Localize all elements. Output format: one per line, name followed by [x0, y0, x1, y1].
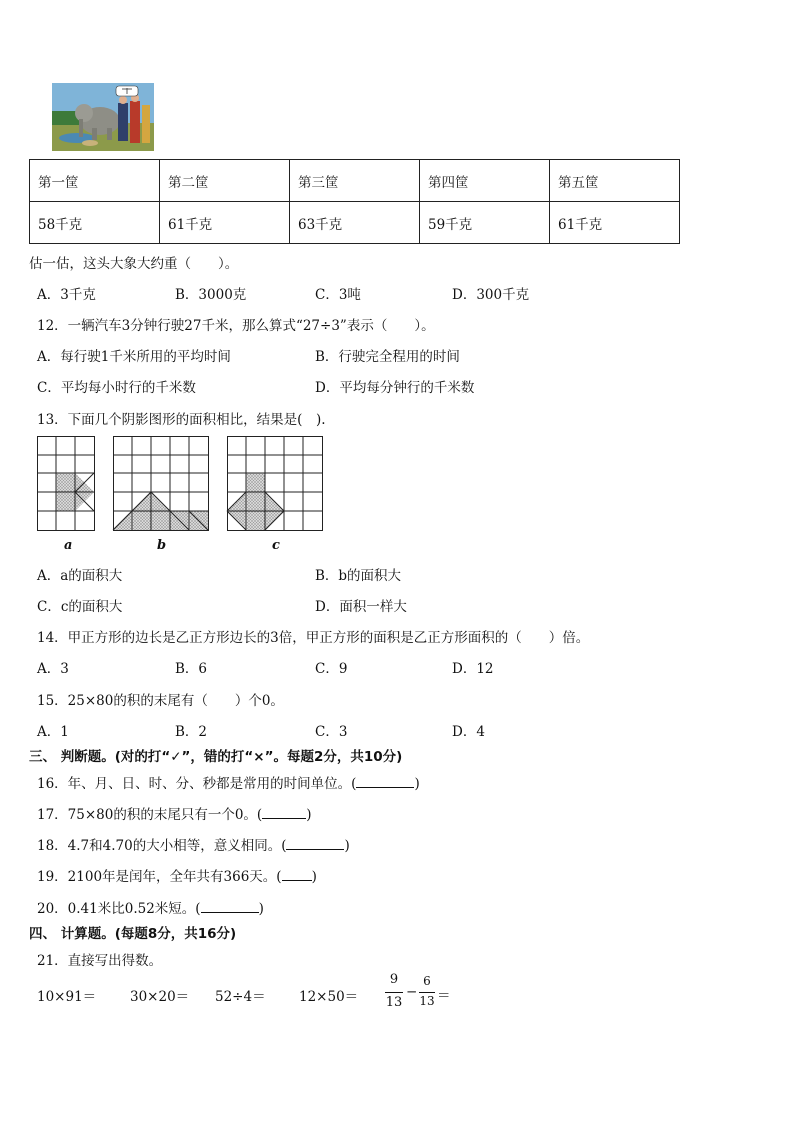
table-cell: 第一筐: [30, 160, 160, 202]
q12-option-d[interactable]: D．平均每分钟行的千米数: [315, 380, 475, 396]
q13-option-c[interactable]: C．c的面积大: [37, 599, 123, 615]
q18: [37, 834, 350, 854]
elephant-illustration: [52, 83, 154, 151]
table-row: [30, 202, 680, 244]
basket-weight-table: [29, 159, 680, 244]
figure-label-c: c: [272, 538, 280, 553]
answer-blank[interactable]: [356, 775, 414, 788]
table-cell: 第四筐: [420, 160, 550, 202]
table-cell: 59千克: [420, 202, 550, 244]
close-paren: ): [414, 776, 420, 792]
table-cell: 第二筐: [160, 160, 290, 202]
q21-stem: 21．直接写出得数。: [37, 953, 163, 969]
q18-text: 18．4.7和4.70的大小相等，意义相同。(: [37, 838, 287, 854]
table-cell: 61千克: [160, 202, 290, 244]
table-cell: 58千克: [30, 202, 160, 244]
fraction-2-numerator: 6: [423, 974, 431, 988]
fraction-2-denominator: 13: [419, 994, 435, 1008]
q15-option-a[interactable]: A．1: [37, 724, 69, 740]
q20: [37, 897, 264, 917]
q14-option-d[interactable]: D．12: [452, 661, 494, 677]
fraction-1-numerator: 9: [389, 972, 399, 987]
q15-option-d[interactable]: D．4: [452, 724, 485, 740]
q12-stem: 12．一辆汽车3分钟行驶27千米，那么算式“27÷3”表示（ ）。: [37, 318, 435, 334]
fraction-bar: [419, 992, 435, 993]
answer-blank[interactable]: [262, 806, 306, 819]
q16: [37, 772, 420, 792]
q17: [37, 803, 311, 823]
q12-option-a[interactable]: A．每行驶1千米所用的平均时间: [37, 349, 231, 365]
q16-text: 16．年、月、日、时、分、秒都是常用的时间单位。(: [37, 776, 357, 792]
q15-stem: 15．25×80的积的末尾有（ ）个0。: [37, 693, 284, 709]
q14-option-c[interactable]: C．9: [315, 661, 348, 677]
table-cell: 61千克: [550, 202, 680, 244]
q20-text: 20．0.41米比0.52米短。(: [37, 901, 201, 917]
q11-option-a[interactable]: A．3千克: [37, 287, 96, 303]
grid-a: [37, 436, 95, 531]
table-cell: 第五筐: [550, 160, 680, 202]
grid-c: [227, 436, 323, 531]
calc-item-3: 52÷4＝: [215, 989, 266, 1005]
minus-sign: −: [406, 984, 418, 1000]
q13-stem: 13．下面几个阴影图形的面积相比，结果是( ).: [37, 412, 326, 428]
answer-blank[interactable]: [201, 900, 259, 913]
figure-label-a: a: [64, 538, 73, 553]
q17-text: 17．75×80的积的末尾只有一个0。(: [37, 807, 263, 823]
q11-option-d[interactable]: D．300千克: [452, 287, 530, 303]
shaded-figures-grids: [37, 436, 327, 532]
grid-b: [113, 436, 209, 531]
q19-text: 19．2100年是闰年，全年共有366天。(: [37, 869, 282, 885]
q13-option-a[interactable]: A．a的面积大: [37, 568, 123, 584]
figure-label-b: b: [157, 538, 167, 553]
table-cell: 63千克: [290, 202, 420, 244]
calc-item-4: 12×50＝: [299, 989, 359, 1005]
q12-option-b[interactable]: B．行驶完全程用的时间: [315, 349, 460, 365]
close-paren: ): [258, 901, 264, 917]
close-paren: ): [311, 869, 317, 885]
q11-option-b[interactable]: B．3000克: [175, 287, 247, 303]
table-header-row: [30, 160, 680, 202]
section-3-heading: 三、 判断题。(对的打“✓”，错的打“×”。每题2分，共10分): [29, 749, 403, 765]
q19: [37, 865, 317, 885]
calc-item-2: 30×20＝: [130, 989, 190, 1005]
calc-item-1: 10×91＝: [37, 989, 97, 1005]
section-4-heading: 四、 计算题。(每题8分，共16分): [29, 926, 237, 942]
q11-stem: 估一估，这头大象大约重（ ）。: [29, 256, 239, 272]
q13-option-b[interactable]: B．b的面积大: [315, 568, 402, 584]
q15-option-b[interactable]: B．2: [175, 724, 208, 740]
q14-option-b[interactable]: B．6: [175, 661, 208, 677]
q13-option-d[interactable]: D．面积一样大: [315, 599, 407, 615]
q14-option-a[interactable]: A．3: [37, 661, 69, 677]
table-cell: 第三筐: [290, 160, 420, 202]
equals-sign: ＝: [437, 988, 451, 1004]
q15-option-c[interactable]: C．3: [315, 724, 348, 740]
fraction-bar: [385, 992, 403, 993]
q14-stem: 14．甲正方形的边长是乙正方形边长的3倍，甲正方形的面积是乙正方形面积的（ ）倍。: [37, 630, 590, 646]
answer-blank[interactable]: [286, 837, 344, 850]
close-paren: ): [306, 807, 312, 823]
fraction-1-denominator: 13: [385, 995, 403, 1010]
q11-option-c[interactable]: C．3吨: [315, 287, 361, 303]
close-paren: ): [344, 838, 350, 854]
q12-option-c[interactable]: C．平均每小时行的千米数: [37, 380, 196, 396]
answer-blank[interactable]: [282, 868, 312, 881]
